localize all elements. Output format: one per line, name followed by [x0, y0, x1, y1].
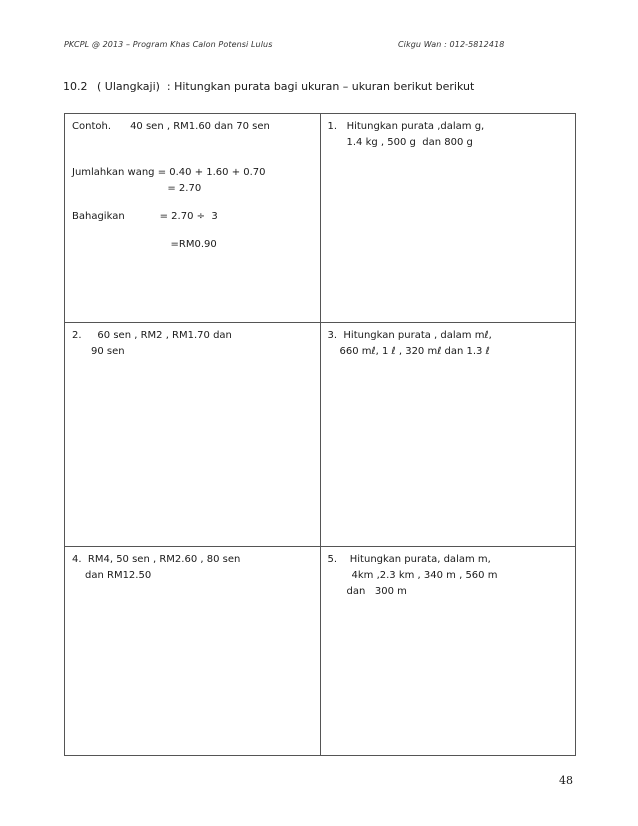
section-number: 10.2 [63, 80, 88, 93]
example-cell [65, 114, 321, 323]
page-number: 48 [559, 774, 573, 787]
question-4-line-1: 4. RM4, 50 sen , RM2.60 , 80 sen [72, 554, 241, 565]
table-row [65, 323, 576, 547]
exercise-table [64, 113, 576, 756]
question-4-line-2: dan RM12.50 [85, 570, 152, 581]
question-3-cell [320, 323, 576, 547]
table-row [65, 114, 576, 323]
question-2-cell [65, 323, 321, 547]
example-line-2: Jumlahkan wang = 0.40 + 1.60 + 0.70 [72, 167, 266, 178]
example-line-1: Contoh. 40 sen , RM1.60 dan 70 sen [72, 121, 270, 132]
question-5-line-3: dan 300 m [346, 586, 407, 597]
question-2-line-1: 2. 60 sen , RM2 , RM1.70 dan [72, 330, 232, 341]
question-1-line-1: 1. Hitungkan purata ,dalam g, [327, 121, 485, 132]
question-1-line-2: 1.4 kg , 500 g dan 800 g [346, 137, 473, 148]
question-4-cell [65, 547, 321, 756]
example-line-5: =RM0.90 [72, 239, 217, 250]
question-3-line-2: 660 mℓ, 1 ℓ , 320 mℓ dan 1.3 ℓ [339, 346, 490, 357]
question-5-cell [320, 547, 576, 756]
question-3-line-1: 3. Hitungkan purata , dalam mℓ, [327, 330, 492, 341]
table-row [65, 547, 576, 756]
question-1-cell [320, 114, 576, 323]
header-left-text: PKCPL @ 2013 – Program Khas Calon Potensi Lulus [64, 40, 273, 49]
question-5-line-2: 4km ,2.3 km , 340 m , 560 m [351, 570, 498, 581]
section-title [63, 80, 474, 93]
example-line-3: = 2.70 [72, 183, 202, 194]
header-right-text: Cikgu Wan : 012-5812418 [398, 40, 505, 49]
question-5-line-1: 5. Hitungkan purata, dalam m, [327, 554, 491, 565]
example-line-4: Bahagikan = 2.70 ÷ 3 [72, 211, 218, 222]
question-2-line-2: 90 sen [91, 346, 125, 357]
section-title-text: ( Ulangkaji) : Hitungkan purata bagi ukuran – ukuran berikut berikut [97, 80, 475, 93]
